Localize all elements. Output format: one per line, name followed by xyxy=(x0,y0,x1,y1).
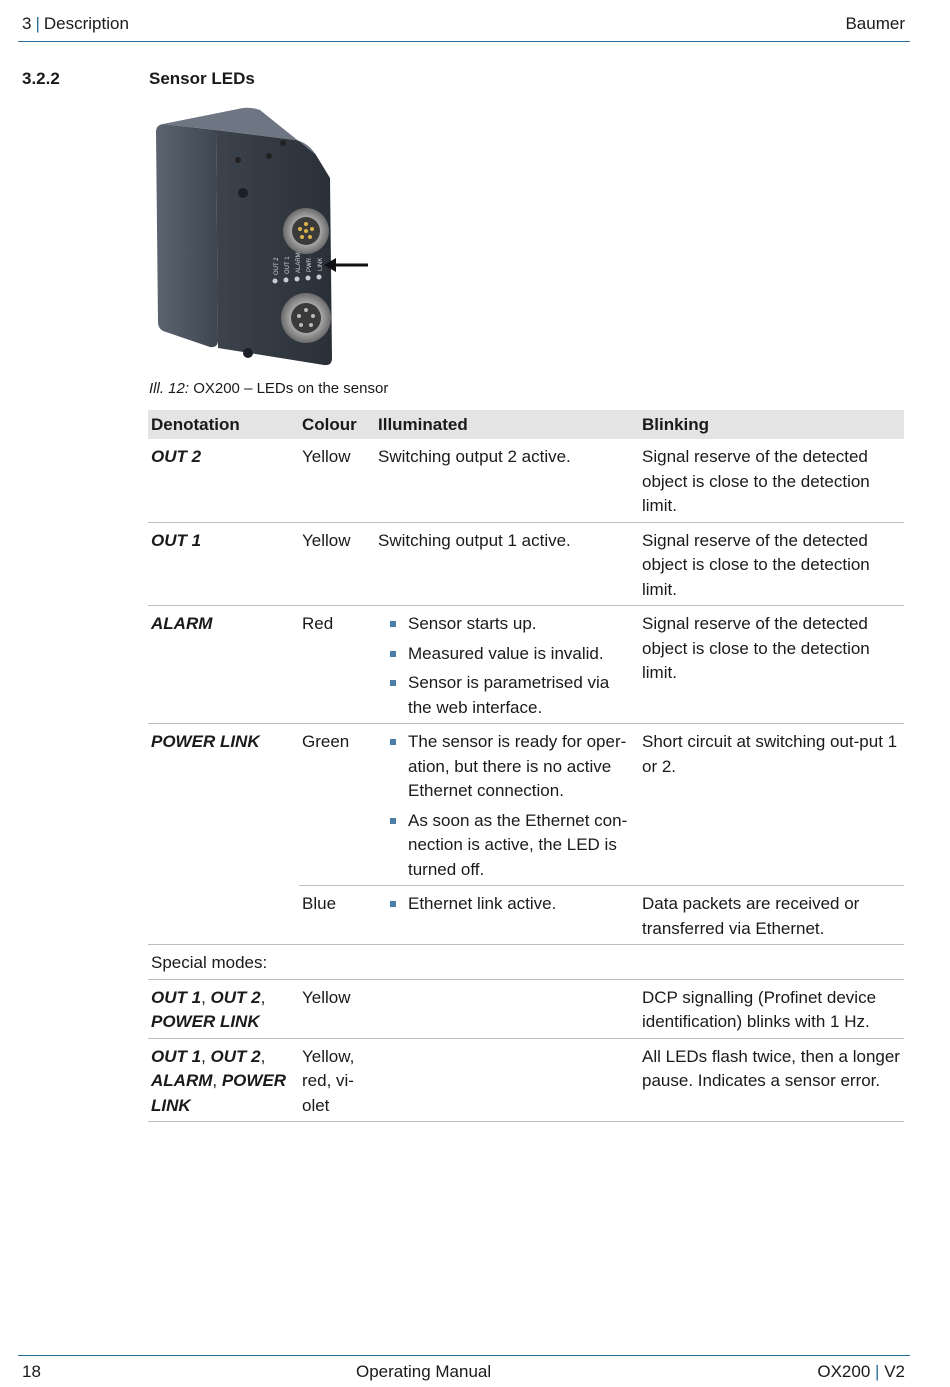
colour-cell: Yellow xyxy=(299,522,375,606)
blinking-cell: Data packets are received or transferred via Ethernet. xyxy=(639,886,904,945)
chapter-header: 3 | Description xyxy=(22,14,129,33)
table-row xyxy=(148,886,904,945)
illuminated-cell-empty xyxy=(375,979,639,1038)
colour-cell: Yellow xyxy=(299,979,375,1038)
list-item: The sensor is ready for oper-ation, but there is no active Ethernet connection. xyxy=(378,730,636,804)
blinking-cell: Signal reserve of the detected object is close to the detection limit. xyxy=(639,522,904,606)
illuminated-cell xyxy=(375,724,639,886)
blinking-cell: All LEDs flash twice, then a longer pause. Indicates a sensor error. xyxy=(639,1038,904,1122)
table-header-row xyxy=(148,410,904,439)
table-row xyxy=(148,522,904,606)
illuminated-cell: Switching output 1 active. xyxy=(375,522,639,606)
colour-cell: Yellow xyxy=(299,439,375,522)
denotation-cell: OUT 1, OUT 2, POWER LINK xyxy=(148,979,299,1038)
document-type: Operating Manual xyxy=(356,1362,492,1381)
section-number: 3.2.2 xyxy=(22,69,60,88)
figure-caption xyxy=(149,380,388,397)
table-row xyxy=(148,724,904,886)
caption-label: Ill. 12: xyxy=(149,380,190,397)
header-colour: Colour xyxy=(299,410,375,439)
illuminated-cell-empty xyxy=(375,1038,639,1122)
led-table xyxy=(148,410,904,1122)
denotation-cell: ALARM xyxy=(148,606,299,724)
list-item: Measured value is invalid. xyxy=(378,642,636,667)
footer-rule xyxy=(18,1355,910,1356)
caption-text: OX200 – LEDs on the sensor xyxy=(193,380,389,397)
table-row xyxy=(148,606,904,724)
colour-cell: Yellow, red, vi-olet xyxy=(299,1038,375,1122)
blinking-cell: Signal reserve of the detected object is close to the detection limit. xyxy=(639,439,904,522)
led-label-alarm: ALARM xyxy=(296,252,302,273)
denotation-cell-empty xyxy=(148,886,299,945)
denotation-cell: OUT 1 xyxy=(148,522,299,606)
list-item: Ethernet link active. xyxy=(378,892,636,917)
sensor-illustration xyxy=(148,100,388,375)
led-label-pwr: PWR xyxy=(307,258,313,272)
header-illuminated: Illuminated xyxy=(375,410,639,439)
product-version: OX200 | V2 xyxy=(817,1362,905,1381)
header-denotation: Denotation xyxy=(148,410,299,439)
table-row xyxy=(148,979,904,1038)
header-blinking: Blinking xyxy=(639,410,904,439)
led-label-link: LINK xyxy=(318,257,324,271)
table-row xyxy=(148,439,904,522)
special-modes-row xyxy=(148,945,904,980)
section-title: Sensor LEDs xyxy=(149,69,255,88)
header-rule xyxy=(18,41,910,42)
page-number: 18 xyxy=(22,1362,41,1381)
illuminated-cell xyxy=(375,886,639,945)
illuminated-cell: Switching output 2 active. xyxy=(375,439,639,522)
blinking-cell: DCP signalling (Profinet device identification) blinks with 1 Hz. xyxy=(639,979,904,1038)
bullet-list xyxy=(378,612,636,720)
colour-cell: Red xyxy=(299,606,375,724)
blinking-cell: Short circuit at switching out-put 1 or 2. xyxy=(639,724,904,886)
denotation-cell: OUT 1, OUT 2, ALARM, POWER LINK xyxy=(148,1038,299,1122)
denotation-cell: POWER LINK xyxy=(151,732,260,751)
colour-cell: Blue xyxy=(299,886,375,945)
list-item: As soon as the Ethernet con-nection is active, the LED is turned off. xyxy=(378,809,636,883)
led-label-out2: OUT 2 xyxy=(274,257,280,275)
bullet-list xyxy=(378,892,636,917)
table-row xyxy=(148,1038,904,1122)
blinking-cell: Signal reserve of the detected object is close to the detection limit. xyxy=(639,606,904,724)
brand-name: Baumer xyxy=(845,14,905,33)
led-label-out1: OUT 1 xyxy=(285,256,291,274)
list-item: Sensor is parametrised via the web interface. xyxy=(378,671,636,720)
colour-cell: Green xyxy=(299,724,375,886)
illuminated-cell xyxy=(375,606,639,724)
denotation-cell: OUT 2 xyxy=(148,439,299,522)
version: V2 xyxy=(884,1362,905,1381)
product-name: OX200 xyxy=(817,1362,871,1381)
list-item: Sensor starts up. xyxy=(378,612,636,637)
special-modes-label: Special modes: xyxy=(148,945,904,980)
chapter-number: 3 xyxy=(22,14,32,33)
chapter-title: Description xyxy=(43,14,129,33)
bullet-list xyxy=(378,730,636,882)
